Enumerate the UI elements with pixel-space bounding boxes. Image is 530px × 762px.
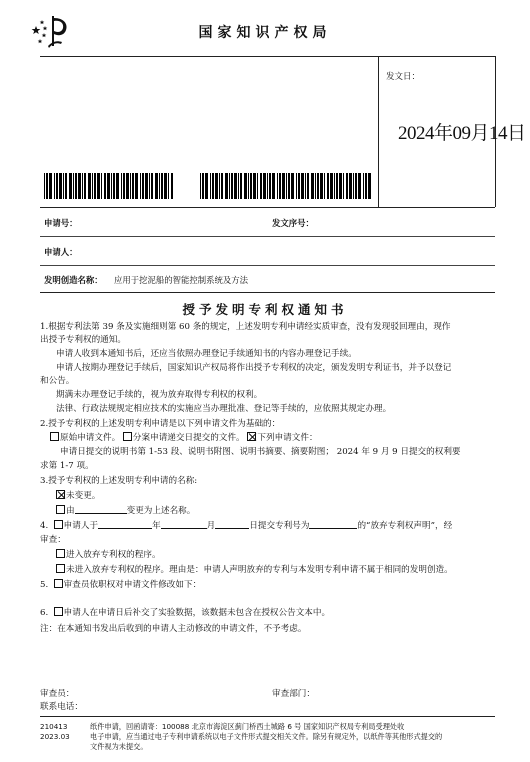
barcode-bar	[301, 173, 304, 199]
barcode-bar	[334, 173, 335, 199]
examiner-label: 审查员：	[40, 689, 75, 699]
option-label: 由	[66, 506, 75, 516]
paragraph: 期满未办理登记手续的，视为放弃取得专利权的权利。	[56, 390, 263, 400]
barcode-bar	[142, 173, 144, 199]
barcode-bar	[355, 173, 357, 199]
footer-text: 电子申请，应当通过电子专利申请系统以电子文件形式提交相关文件。除另有规定外，以纸件等其他形式提交的	[90, 732, 443, 741]
barcode-bar	[121, 173, 122, 199]
barcode-bar	[296, 173, 297, 199]
barcode-bar	[88, 173, 91, 199]
barcode-bar	[151, 173, 153, 199]
barcode-bar	[336, 173, 338, 199]
checkbox-waiver[interactable]	[54, 520, 63, 529]
barcode-bar	[159, 173, 160, 199]
barcode-bar	[279, 173, 281, 199]
checkbox-supplementary-data[interactable]	[54, 607, 63, 616]
barcode-bar	[365, 173, 367, 199]
barcode-bar	[140, 173, 141, 199]
barcode-bar	[168, 173, 169, 199]
send-serial-label: 发文序号：	[272, 218, 314, 228]
barcode-bar	[63, 173, 64, 199]
checkbox-listed-docs[interactable]	[247, 432, 256, 441]
phone-label: 联系电话：	[40, 702, 83, 712]
blank-field	[309, 520, 357, 529]
paragraph: 法律、行政法规规定相应技术的实施应当办理批准、登记等手续的，应依照其规定办理。	[56, 404, 392, 414]
option-label: 未变更。	[66, 491, 101, 501]
barcode-bar	[320, 173, 323, 199]
text: 的“放弃专利权声明”，经	[357, 521, 453, 531]
barcode-bar	[229, 173, 230, 199]
barcode	[44, 173, 174, 199]
barcode-bar	[111, 173, 112, 199]
paragraph: 申请人收到本通知书后，还应当依照办理登记手续通知书的内容办理登记手续。	[56, 349, 357, 359]
barcode-bar	[75, 173, 77, 199]
barcode-bar	[65, 173, 67, 199]
barcode-bar	[84, 173, 86, 199]
barcode-bar	[135, 173, 138, 199]
blank-field	[161, 520, 207, 529]
section-5-line	[40, 579, 201, 592]
barcode-bar	[82, 173, 83, 199]
checkbox-enter-waiver[interactable]	[56, 549, 65, 558]
barcode-bar	[59, 173, 62, 199]
barcode-bar	[210, 173, 211, 199]
checkbox-no-waiver[interactable]	[56, 564, 65, 573]
barcode-bar	[358, 173, 361, 199]
barcode-bar	[267, 173, 268, 199]
barcode-bar	[368, 173, 371, 199]
barcode-bar	[200, 173, 201, 199]
barcode-bar	[330, 173, 333, 199]
barcode-bar	[104, 173, 106, 199]
invention-value: 应用于挖泥船的智能控制系统及方法	[114, 275, 248, 285]
section-3-option-2	[56, 505, 195, 518]
barcode-bar	[97, 173, 100, 199]
section-6-line	[40, 607, 330, 620]
barcode-bar	[291, 173, 294, 199]
barcode-bar	[343, 173, 344, 199]
barcode-bar	[327, 173, 329, 199]
option-label: 未进入放弃专利权的程序。理由是：申请人声明放弃的专利与本发明专利申请不属于相同的发明创造。	[66, 565, 453, 575]
send-date-label: 发文日：	[386, 72, 421, 82]
checkbox-title-unchanged[interactable]	[56, 490, 65, 499]
footer-text: 纸件申请，回函请寄：100088 北京市海淀区蓟门桥西土城路 6 号 国家知识产权局专利局受理处收	[90, 722, 405, 731]
barcode-bar	[202, 173, 204, 199]
barcode-bar	[73, 173, 74, 199]
send-date-value: 2024年09月14日	[398, 123, 526, 144]
section-3-option-1	[56, 490, 100, 503]
barcode-bar	[132, 173, 134, 199]
page-title: 国家知识产权局	[198, 25, 332, 41]
barcode-bar	[298, 173, 300, 199]
section-2-detail: 求第 1-7 项。	[40, 461, 94, 471]
checkbox-title-changed[interactable]	[56, 505, 65, 514]
notice-title: 授予发明专利权通知书	[182, 302, 348, 317]
text: 年	[152, 521, 161, 531]
section-number: 6.	[40, 608, 49, 618]
blank-field	[75, 505, 127, 514]
section-3-heading: 3.授予专利权的上述发明专利申请的名称:	[40, 476, 198, 486]
barcode-bar	[349, 173, 352, 199]
paragraph: 1.根据专利法第 39 条及实施细则第 60 条的规定，上述发明专利申请经实质审查，没有发现驳回理由，现作	[40, 322, 451, 332]
barcode-bar	[317, 173, 319, 199]
barcode-bar	[78, 173, 81, 199]
option-label: 原始申请文件。	[60, 433, 121, 443]
option-label: 分案申请递交日提交的文件。	[132, 433, 245, 443]
barcode-bar	[69, 173, 72, 199]
barcode-bar	[205, 173, 208, 199]
barcode-bar	[272, 173, 275, 199]
barcode-bar	[231, 173, 233, 199]
divider	[40, 236, 495, 237]
barcode-bar	[149, 173, 150, 199]
barcode-bar	[315, 173, 316, 199]
barcode-bar	[212, 173, 214, 199]
section-4-option-2	[56, 564, 506, 577]
section-4-option-1	[56, 549, 161, 562]
barcode-bar	[286, 173, 287, 199]
barcode-bar	[311, 173, 314, 199]
note: 注：在本通知书发出后收到的申请人主动修改的申请文件，不予考虑。	[40, 624, 307, 634]
barcode-bar	[250, 173, 252, 199]
section-2-options	[50, 432, 318, 445]
barcode-bar	[269, 173, 271, 199]
barcode-bar	[56, 173, 58, 199]
barcode-bar	[164, 173, 167, 199]
barcode-bar	[171, 173, 173, 199]
footer-code: 2023.03	[40, 732, 70, 741]
barcode-bar	[54, 173, 55, 199]
section-number: 4.	[40, 521, 49, 531]
checkbox-divisional-docs[interactable]	[123, 432, 132, 441]
barcode-bar	[324, 173, 325, 199]
barcode-bar	[107, 173, 110, 199]
footer-text: 文件视为未提交。	[90, 742, 148, 751]
barcode-bar	[219, 173, 220, 199]
section-4-review: 审查：	[40, 535, 66, 545]
option-label: 下列申请文件：	[257, 433, 318, 443]
barcode-bar	[234, 173, 237, 199]
barcode-bar	[101, 173, 102, 199]
application-no-label: 申请号：	[44, 218, 78, 228]
barcode-bar	[46, 173, 48, 199]
section-4-line	[40, 520, 452, 533]
barcode-bar	[248, 173, 249, 199]
barcode-bar	[92, 173, 93, 199]
barcode-bar	[339, 173, 342, 199]
barcode-bar	[221, 173, 223, 199]
text: 日提交专利号为	[249, 521, 310, 531]
barcode-bar	[126, 173, 129, 199]
barcode-bar	[305, 173, 306, 199]
barcode-bar	[277, 173, 278, 199]
barcode-bar	[346, 173, 348, 199]
section-number: 5.	[40, 580, 49, 590]
barcode-bar	[145, 173, 148, 199]
barcode	[200, 173, 372, 199]
divider	[40, 207, 495, 208]
applicant-label: 申请人：	[44, 247, 78, 257]
barcode-bar	[244, 173, 247, 199]
barcode-bar	[257, 173, 258, 199]
divider	[40, 265, 495, 266]
barcode-bar	[263, 173, 266, 199]
option-label: 变更为上述名称。	[126, 506, 196, 516]
footer-code: 210413	[40, 722, 68, 731]
invention-label: 发明创造名称：	[44, 275, 103, 285]
barcode-bar	[260, 173, 262, 199]
barcode-bar	[363, 173, 364, 199]
text: 月	[206, 521, 216, 531]
barcode-bar	[253, 173, 256, 199]
barcode-bar	[123, 173, 125, 199]
paragraph: 和公告。	[40, 376, 75, 386]
text: 申请人于	[63, 521, 99, 531]
barcode-bar	[240, 173, 242, 199]
barcode-bar	[161, 173, 163, 199]
blank-field	[215, 520, 249, 529]
section-2-heading: 2.授予专利权的上述发明专利申请是以下列申请文件为基础的：	[40, 419, 281, 429]
paragraph: 出授予专利权的通知。	[40, 335, 126, 345]
section-2-detail: 申请日提交的说明书第 1-53 段、说明书附图、说明书摘要、摘要附图； 2024 年 9 月 9 日提交的权利要	[60, 447, 461, 457]
barcode-bar	[130, 173, 131, 199]
text: 审查员依职权对申请文件修改如下：	[63, 580, 202, 590]
barcode-bar	[113, 173, 115, 199]
barcode-bar	[282, 173, 285, 199]
divider	[40, 716, 495, 717]
barcode-bar	[307, 173, 309, 199]
department-label: 审查部门：	[272, 689, 315, 699]
blank-field	[98, 520, 152, 529]
barcode-bar	[155, 173, 158, 199]
barcode-bar	[49, 173, 52, 199]
paragraph: 申请人按期办理登记手续后，国家知识产权局将作出授予专利权的决定，颁发发明专利证书，并予以登记	[56, 363, 452, 373]
barcode-bar	[288, 173, 290, 199]
text: 申请人在申请日后补交了实验数据，该数据未包含在授权公告文本中。	[63, 608, 331, 618]
barcode-bar	[238, 173, 239, 199]
barcode-bar	[94, 173, 96, 199]
barcode-bar	[353, 173, 354, 199]
checkbox-examiner-amend[interactable]	[54, 579, 63, 588]
divider	[40, 56, 495, 57]
barcode-bar	[225, 173, 228, 199]
option-label: 进入放弃专利权的程序。	[66, 550, 161, 560]
divider	[378, 56, 379, 207]
barcode-bar	[44, 173, 45, 199]
barcode-bar	[215, 173, 218, 199]
checkbox-original-docs[interactable]	[50, 432, 59, 441]
divider	[40, 292, 495, 293]
barcode-bar	[116, 173, 119, 199]
